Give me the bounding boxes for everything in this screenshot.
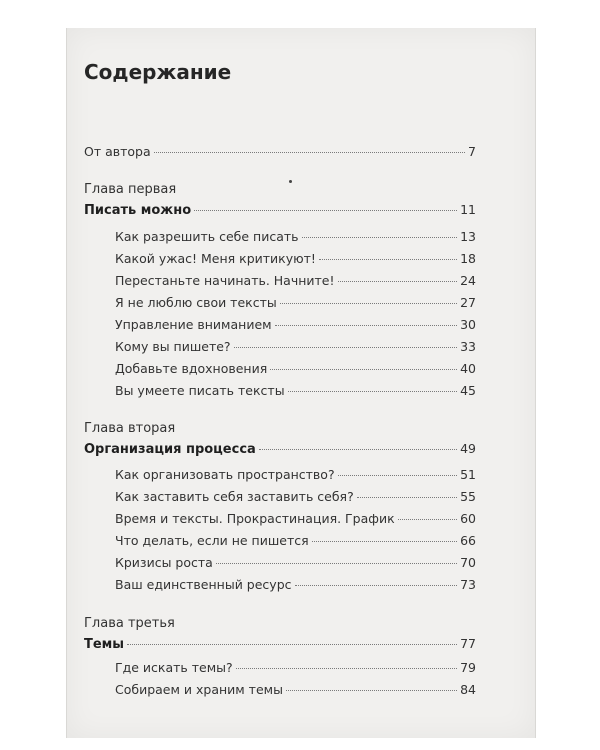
toc-entry-label: Что делать, если не пишется	[115, 533, 309, 548]
toc-entry	[115, 660, 476, 678]
dot-leader	[194, 210, 457, 211]
toc-page-number: 40	[460, 361, 476, 376]
toc-entry	[115, 339, 476, 357]
toc-page-number: 7	[468, 144, 476, 159]
toc-page-number: 18	[460, 251, 476, 266]
toc-page-number: 60	[460, 511, 476, 526]
toc-chapter-title	[84, 441, 476, 459]
dot-leader	[234, 347, 458, 348]
toc-page-number: 70	[460, 555, 476, 570]
toc-page-number: 51	[460, 467, 476, 482]
dot-leader	[259, 449, 457, 450]
chapter-title: Темы	[84, 637, 125, 652]
dot-leader	[216, 563, 457, 564]
toc-entry	[115, 533, 476, 551]
dot-leader	[398, 519, 457, 520]
dot-leader	[357, 497, 457, 498]
toc-entry-label: От автора	[84, 144, 151, 159]
toc-page-number: 11	[460, 202, 476, 217]
dot-leader	[295, 585, 458, 586]
chapter-heading: Глава третья	[84, 616, 175, 631]
dot-leader	[288, 391, 458, 392]
toc-entry	[115, 317, 476, 335]
toc-entry-intro	[84, 144, 476, 162]
toc-page-number: 84	[460, 682, 476, 697]
print-speck	[289, 180, 292, 183]
toc-page-number: 77	[460, 636, 476, 651]
toc-entry-label: Какой ужас! Меня критикуют!	[115, 251, 316, 266]
toc-page-number: 45	[460, 383, 476, 398]
toc-entry-label: Время и тексты. Прокрастинация. График	[115, 511, 395, 526]
toc-page-number: 55	[460, 489, 476, 504]
toc-entry	[115, 467, 476, 485]
dot-leader	[338, 475, 458, 476]
toc-page-number: 30	[460, 317, 476, 332]
page-title: Содержание	[84, 60, 232, 84]
toc-page-number: 66	[460, 533, 476, 548]
toc-entry	[115, 489, 476, 507]
dot-leader	[302, 237, 458, 238]
toc-entry	[115, 577, 476, 595]
toc-page-number: 79	[460, 660, 476, 675]
toc-entry-label: Как заставить себя заставить себя?	[115, 489, 354, 504]
toc-entry-label: Собираем и храним темы	[115, 682, 283, 697]
toc-entry-label: Ваш единственный ресурс	[115, 577, 292, 592]
toc-entry-label: Где искать темы?	[115, 660, 233, 675]
toc-page-number: 73	[460, 577, 476, 592]
dot-leader	[286, 690, 457, 691]
toc-entry	[115, 383, 476, 401]
chapter-heading: Глава первая	[84, 182, 177, 197]
toc-entry-label: Вы умеете писать тексты	[115, 383, 285, 398]
toc-entry-label: Я не люблю свои тексты	[115, 295, 277, 310]
dot-leader	[319, 259, 457, 260]
toc-entry	[115, 251, 476, 269]
toc-entry-label: Добавьте вдохновения	[115, 361, 268, 376]
toc-entry-label: Перестаньте начинать. Начните!	[115, 273, 335, 288]
toc-entry	[115, 511, 476, 529]
toc-entry-label: Кризисы роста	[115, 555, 213, 570]
dot-leader	[127, 644, 457, 645]
toc-page-number: 13	[460, 229, 476, 244]
toc-entry-label: Управление вниманием	[115, 317, 272, 332]
toc-entry-label: Кому вы пишете?	[115, 339, 231, 354]
dot-leader	[275, 325, 458, 326]
toc-entry-label: Как разрешить себе писать	[115, 229, 299, 244]
dot-leader	[312, 541, 457, 542]
toc-page-number: 33	[460, 339, 476, 354]
toc-page-number: 24	[460, 273, 476, 288]
chapter-title: Организация процесса	[84, 442, 256, 457]
toc-entry	[115, 295, 476, 313]
chapter-heading: Глава вторая	[84, 421, 176, 436]
toc-entry	[115, 229, 476, 247]
toc-chapter-title	[84, 636, 476, 654]
dot-leader	[338, 281, 458, 282]
dot-leader	[280, 303, 457, 304]
dot-leader	[154, 152, 465, 153]
chapter-title: Писать можно	[84, 203, 192, 218]
dot-leader	[236, 668, 457, 669]
toc-entry	[115, 555, 476, 573]
toc-chapter-title	[84, 202, 476, 220]
toc-entry	[115, 273, 476, 291]
toc-page-number: 49	[460, 441, 476, 456]
toc-entry	[115, 361, 476, 379]
toc-page-number: 27	[460, 295, 476, 310]
toc-entry	[115, 682, 476, 700]
toc-entry-label: Как организовать пространство?	[115, 467, 335, 482]
dot-leader	[270, 369, 457, 370]
